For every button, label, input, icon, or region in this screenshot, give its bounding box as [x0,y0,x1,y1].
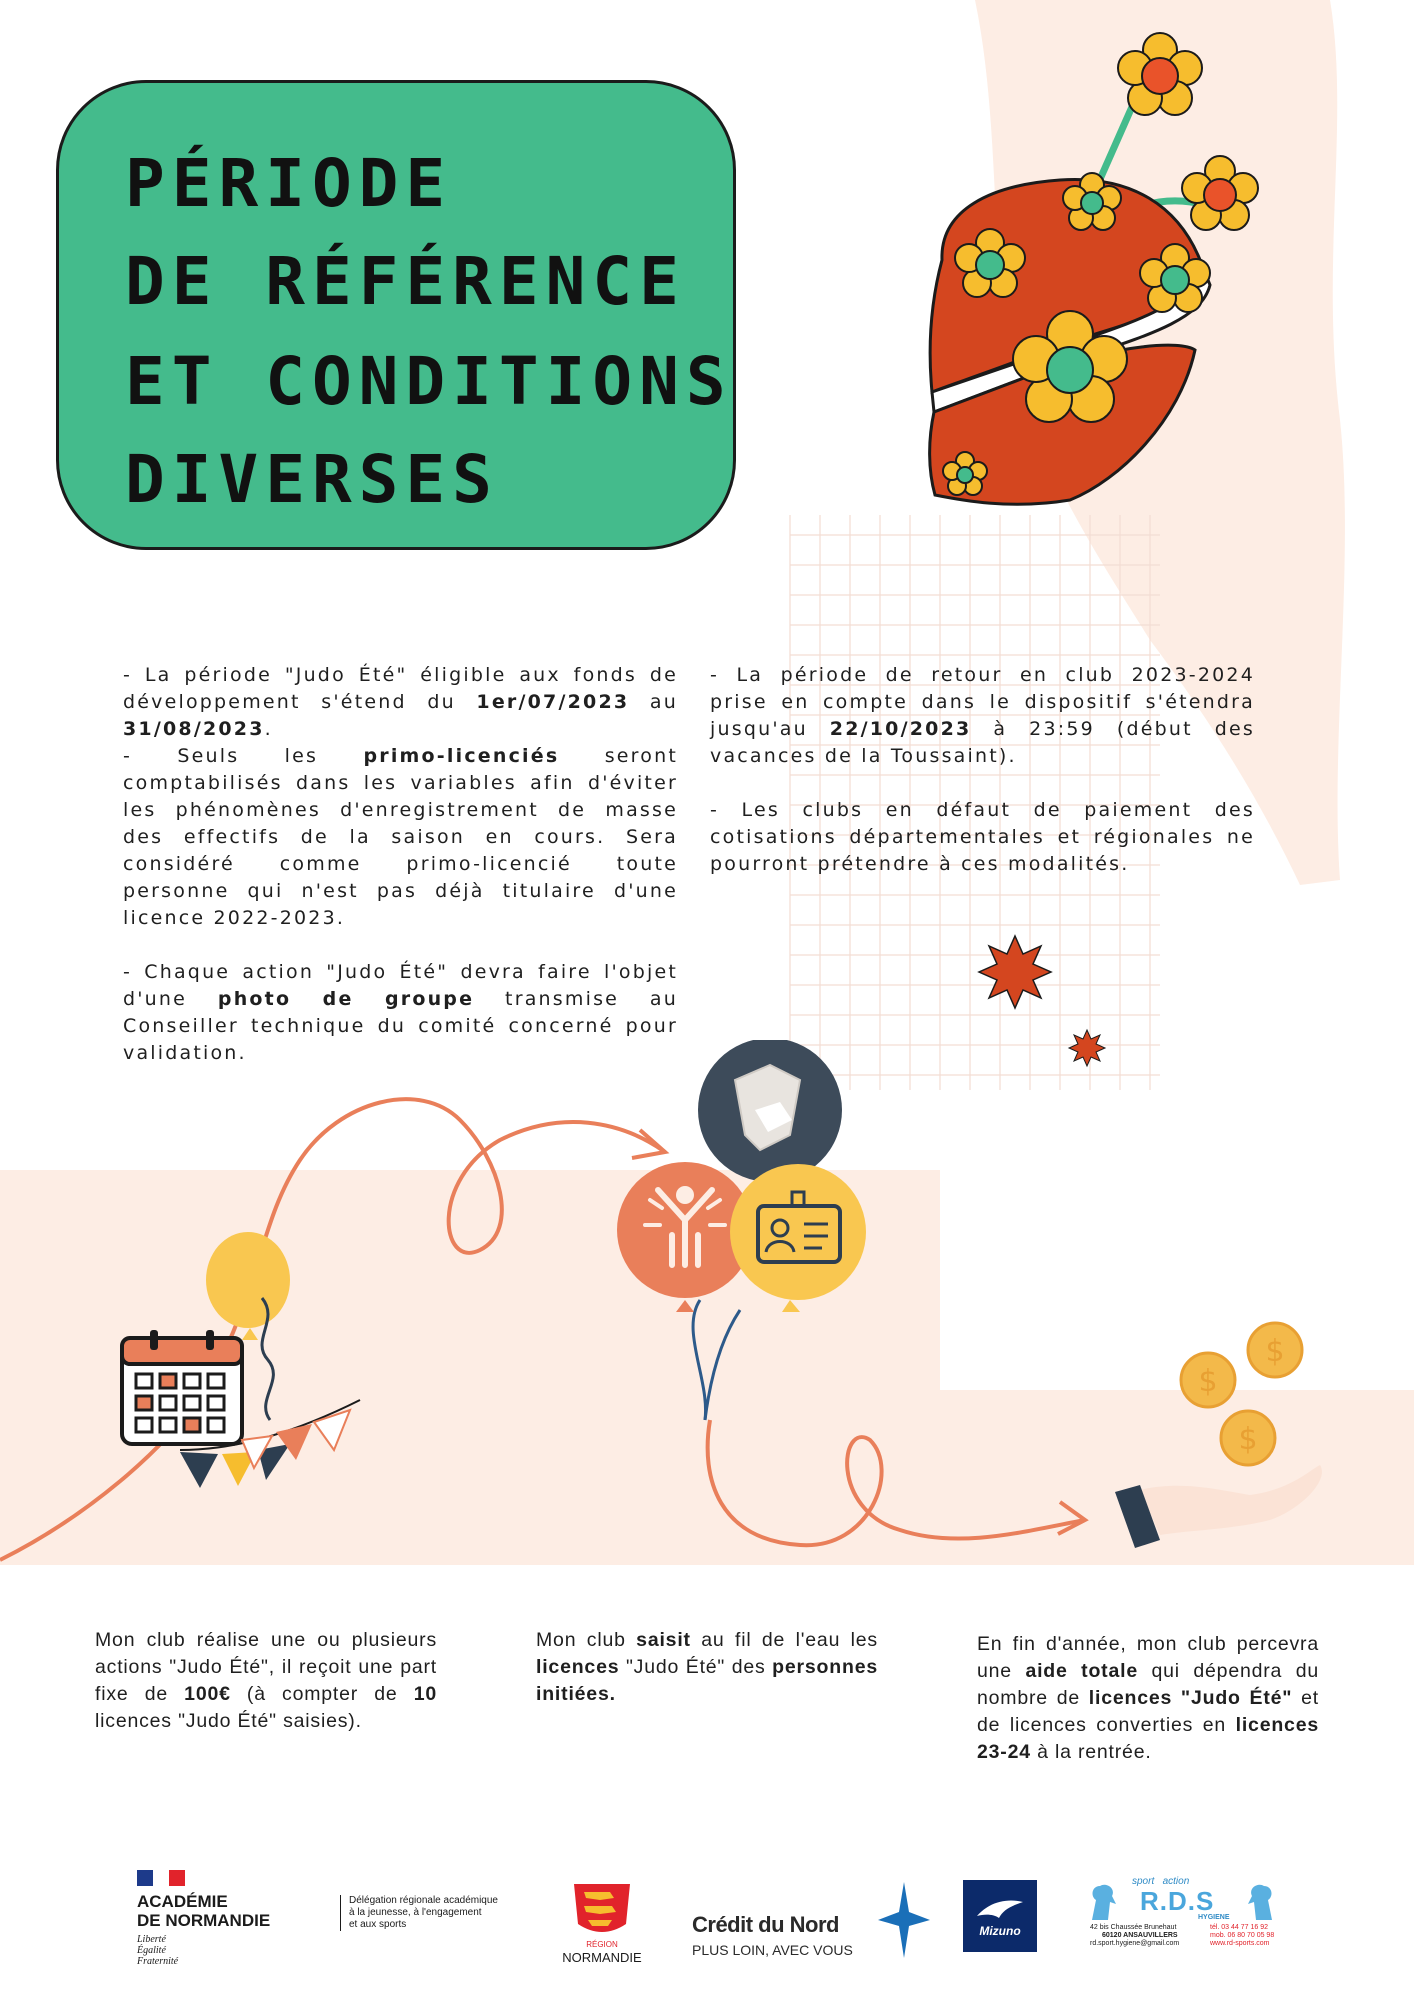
title-box [56,80,736,550]
left-column [123,662,678,1094]
step-2-text: Mon club saisit au fil de l'eau les licences "Judo Été" des personnes initiées. [536,1629,878,1705]
flower-icon [1118,33,1202,115]
flower-icon [1182,156,1258,230]
logo-delegation [340,1895,498,1931]
svg-text:$: $ [1265,1334,1285,1369]
logo-credit-du-nord [692,1912,853,1958]
svg-text:$: $ [1198,1364,1218,1399]
rds-phone: tél. 03 44 77 16 92 [1210,1924,1268,1931]
academie-line-1: ACADÉMIE [137,1892,228,1911]
svg-text:$: $ [1238,1422,1258,1457]
title-line-1: PÉRIODE [125,145,453,222]
academie-line-2: DE NORMANDIE [137,1911,271,1930]
mizuno-runbird-icon [963,1880,1037,1952]
academie-motto-3: Fraternité [137,1956,179,1967]
right-paragraph-2: - Les clubs en défaut de paiement des cotisations départementales et régionales ne pourront prétendre à ces modalités. [710,799,1255,875]
flow-arrow [708,1420,1085,1545]
right-column [710,662,1255,905]
hand-icon [1115,1465,1322,1548]
credit-du-nord-tagline: PLUS LOIN, AVEC VOUS [692,1942,853,1958]
flow-arrow [0,1099,665,1560]
step-1-text: Mon club réalise une ou plusieurs actions "Judo Été", il reçoit une part fixe de 100€ (à compter de 10 licences "Judo Été" saisies). [95,1629,437,1732]
left-paragraph-2: - Seuls les primo-licenciés seront comptabilisés dans les variables afin d'éviter les phénomènes d'enregistrement de masse des effectifs de la saison en cours. Sera considéré comme primo-licencié toute personne qui n'est pas déjà titulaire d'une licence 2022-2023. [123,745,678,929]
title-line-4: DIVERSES [125,441,499,518]
left-paragraph-1: - La période "Judo Été" éligible aux fonds de développement s'étend du 1er/07/2023 au 31/08/2023. [123,664,678,740]
normandy-lions-icon [570,1880,634,1936]
logo-rds [1082,1876,1282,1956]
right-paragraph-1: - La période de retour en club 2023-2024 prise en compte dans le dispositif s'étendra jusqu'au 22/10/2023 à 23:59 (début des vacances de la Toussaint). [710,664,1255,767]
judo-gi-balloon-icon [698,1040,842,1182]
mizuno-name: Mizuno [979,1924,1021,1938]
id-card-balloon-icon [730,1164,866,1312]
credit-du-nord-star-icon [878,1882,930,1958]
rds-top: sport action [1132,1876,1190,1887]
rds-mobile: mob. 06 80 70 05 98 [1210,1932,1275,1939]
rds-email: rd.sport.hygiene@gmail.com [1090,1940,1180,1947]
process-illustration [0,1040,1414,1600]
star-icon [979,936,1051,1008]
region-line-1: RÉGION [586,1940,618,1949]
rds-address-2: 60120 ANSAUVILLERS [1102,1932,1178,1939]
logo-mizuno [963,1880,1037,1952]
logo-region-normandie [552,1880,652,1965]
left-paragraph-3: - Chaque action "Judo Été" devra faire l'objet d'une photo de groupe transmise au Conseiller technique du comité concerné pour validation. [123,961,679,1064]
delegation-line-2: à la jeunesse, à l'engagement [349,1907,482,1918]
academie-motto-1: Liberté [137,1934,166,1945]
rds-name: R.D.S [1140,1886,1215,1916]
french-flag-icon [137,1870,185,1886]
delegation-line-3: et aux sports [349,1919,407,1930]
rds-address-1: 42 bis Chaussée Brunehaut [1090,1924,1177,1931]
rds-website: www.rd-sports.com [1210,1940,1270,1947]
academie-motto-2: Égalité [137,1945,166,1956]
balloon-cluster [617,1040,866,1420]
flower-hat-illustration [920,20,1290,520]
title-line-2: DE RÉFÉRENCE [125,243,686,320]
credit-du-nord-name: Crédit du Nord [692,1912,839,1937]
calendar-icon [122,1330,242,1444]
logo-academie [137,1870,307,1967]
coins-icon [1181,1323,1302,1465]
rds-sub: HYGIENE [1198,1914,1230,1921]
lion-icon [1244,1880,1278,1922]
lion-icon [1086,1880,1120,1922]
title-line-3: ET CONDITIONS [125,343,733,420]
step-3-text: En fin d'année, mon club percevra une aide totale qui dépendra du nombre de licences "Judo Été" et de licences converties en licences 23-24 à la rentrée. [977,1633,1319,1763]
region-line-2: NORMANDIE [562,1950,642,1965]
delegation-line-1: Délégation régionale académique [349,1895,498,1906]
